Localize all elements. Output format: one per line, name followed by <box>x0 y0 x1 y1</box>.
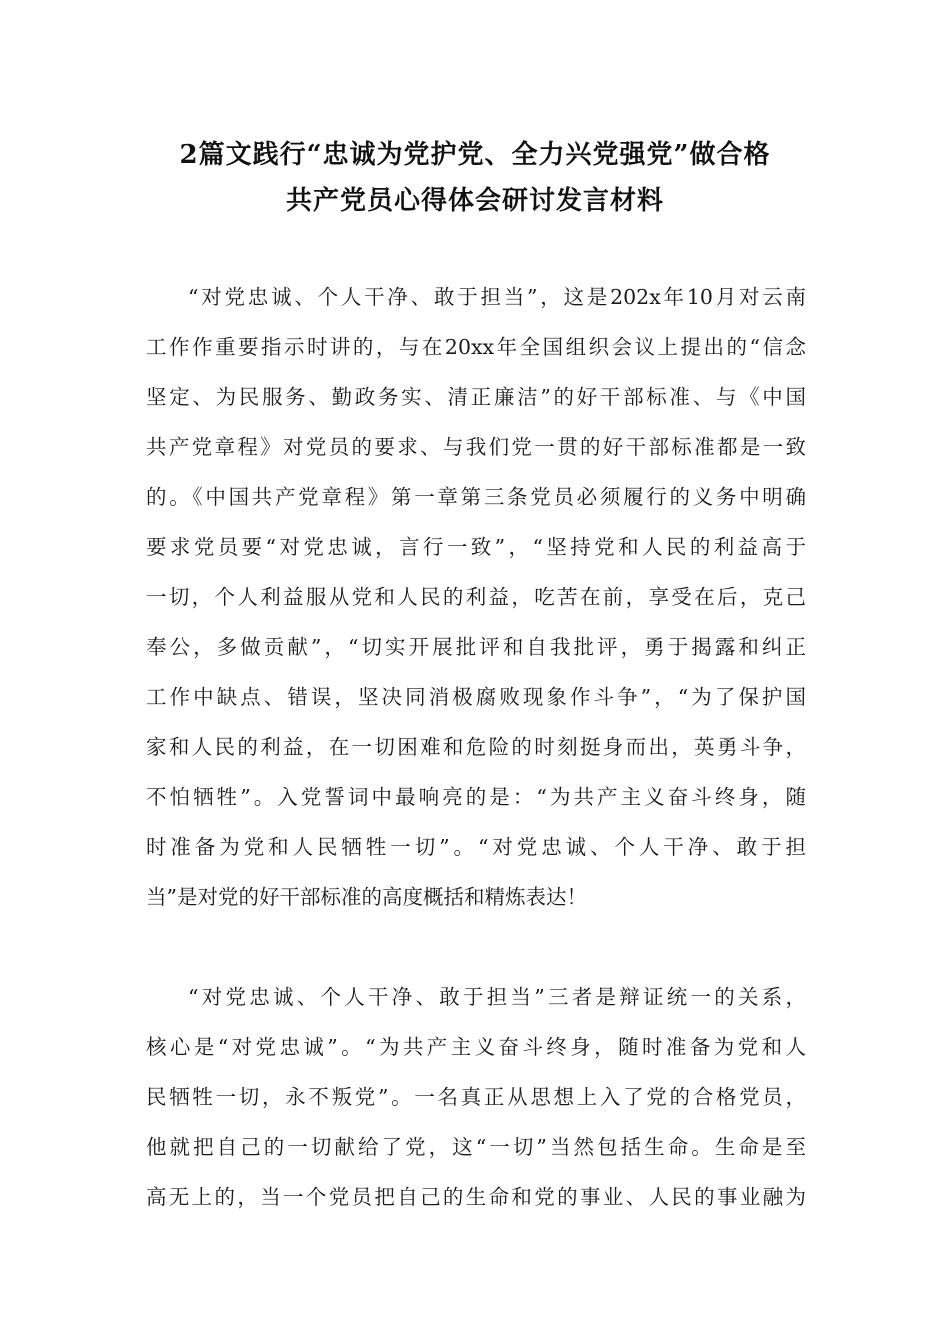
paragraph-line: 一切，个人利益服从党和人民的利益，吃苦在前，享受在后，克己 <box>146 585 806 609</box>
paragraph-line: 奉公，多做贡献”，“切实开展批评和自我批评，勇于揭露和纠正 <box>146 635 806 659</box>
paragraph-line: 高无上的，当一个党员把自己的生命和党的事业、人民的事业融为 <box>146 1185 806 1209</box>
title-line-2: 共产党员心得体会研讨发言材料 <box>285 186 664 216</box>
paragraph-line: 共产党章程》对党员的要求、与我们党一贯的好干部标准都是一致 <box>146 435 806 459</box>
paragraph-line: 核心是“对党忠诚”。“为共产主义奋斗终身，随时准备为党和人 <box>146 1035 806 1059</box>
paragraph-line: 他就把自己的一切献给了党，这“一切”当然包括生命。生命是至 <box>146 1135 806 1159</box>
paragraph-line: 民牺牲一切，永不叛党”。一名真正从思想上入了党的合格党员， <box>146 1085 806 1109</box>
paragraph-line: 不怕牺牲”。入党誓词中最响亮的是：“为共产主义奋斗终身，随 <box>146 785 806 809</box>
paragraph-line: 家和人民的利益，在一切困难和危险的时刻挺身而出，英勇斗争， <box>146 735 806 759</box>
paragraph-line: 工作作重要指示时讲的，与在20xx年全国组织会议上提出的“信念 <box>146 335 806 359</box>
paragraph-2 <box>146 972 806 1222</box>
paragraph-line: “对党忠诚、个人干净、敢于担当”三者是辩证统一的关系， <box>188 985 806 1009</box>
paragraph-line: 的。《中国共产党章程》第一章第三条党员必须履行的义务中明确 <box>146 485 806 509</box>
document-title <box>140 132 810 224</box>
paragraph-1 <box>146 272 806 922</box>
paragraph-line: 坚定、为民服务、勤政务实、清正廉洁”的好干部标准、与《中国 <box>146 385 806 409</box>
paragraph-line: 要求党员要“对党忠诚，言行一致”，“坚持党和人民的利益高于 <box>146 535 806 559</box>
paragraph-line: 工作中缺点、错误，坚决同消极腐败现象作斗争”，“为了保护国 <box>146 685 806 709</box>
title-line-1: 2篇文践行“忠诚为党护党、全力兴党强党”做合格 <box>179 140 771 170</box>
paragraph-line: 当”是对党的好干部标准的高度概括和精炼表达！ <box>146 885 587 909</box>
paragraph-line: 时准备为党和人民牺牲一切”。“对党忠诚、个人干净、敢于担 <box>146 835 806 859</box>
paragraph-line: “对党忠诚、个人干净、敢于担当”，这是202x年10月对云南 <box>188 285 806 309</box>
